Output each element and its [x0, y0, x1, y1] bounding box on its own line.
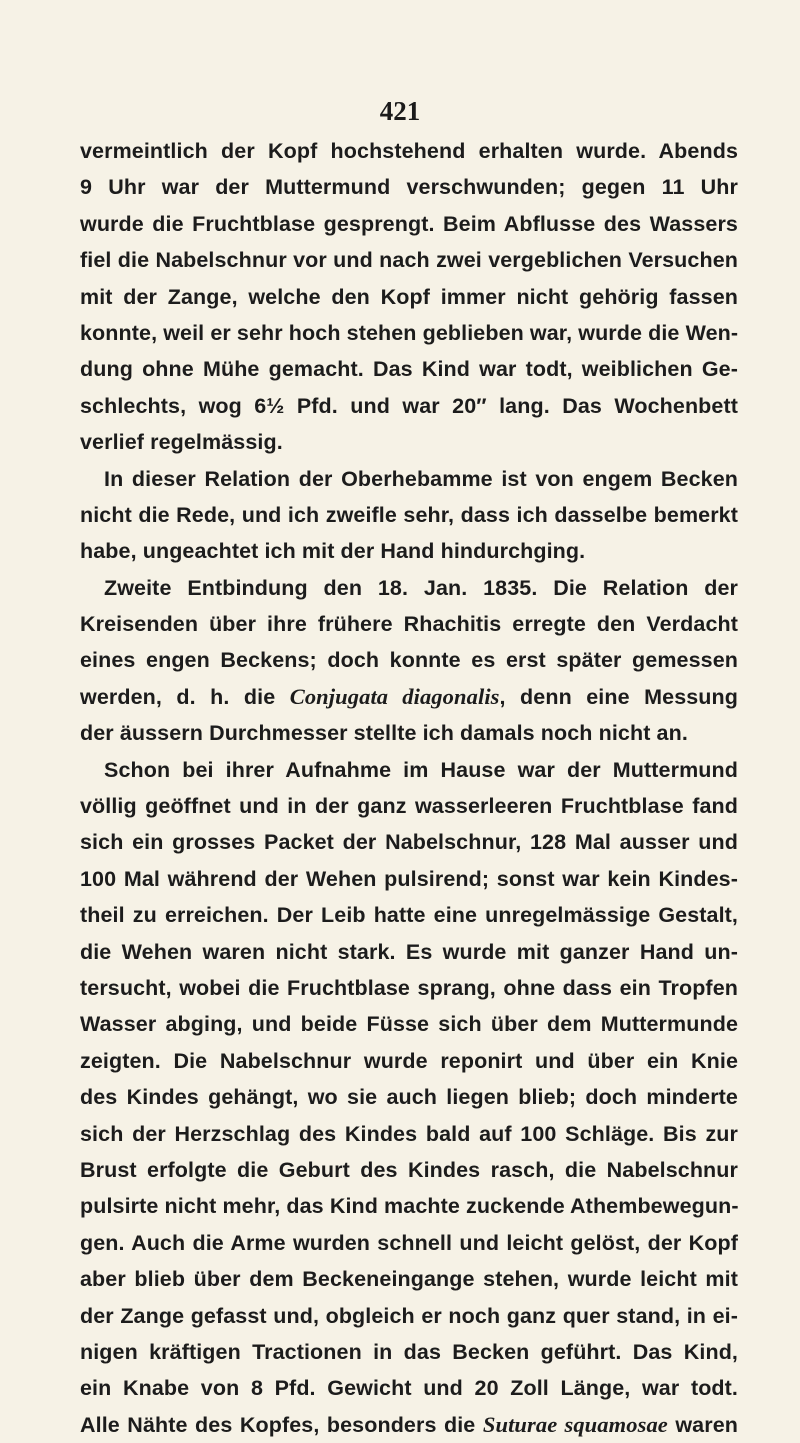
text-span: werden, d. h. die	[80, 684, 290, 709]
text-line: Kreisenden über ihre frühere Rhachitis erregte den Verdacht	[80, 612, 738, 637]
text-line: verlief regelmässig.	[80, 430, 283, 455]
text-line: sich der Herzschlag des Kindes bald auf 100 Schläge. Bis zur	[80, 1121, 738, 1146]
page-number: 421	[379, 96, 421, 126]
text-line: konnte, weil er sehr hoch stehen geblieben war, wurde die Wen-	[80, 320, 739, 345]
text-line: wurde die Fruchtblase gesprengt. Beim Abflusse des Wassers	[80, 211, 738, 236]
text-line: 100 Mal während der Wehen pulsirend; sonst war kein Kindes-	[80, 866, 738, 891]
text-line: 9 Uhr war der Muttermund verschwunden; gegen 11 Uhr	[80, 175, 738, 200]
text-line: der äussern Durchmesser stellte ich damals noch nicht an.	[80, 721, 688, 746]
text-line: ein Knabe von 8 Pfd. Gewicht und 20 Zoll Länge, war todt.	[80, 1376, 738, 1401]
text-line: Brust erfolgte die Geburt des Kindes rasch, die Nabelschnur	[80, 1157, 738, 1182]
text-line: eines engen Beckens; doch konnte es erst später gemessen	[80, 648, 738, 673]
text-line: pulsirte nicht mehr, das Kind machte zuckende Athembewegun-	[80, 1194, 739, 1219]
text-line: gen. Auch die Arme wurden schnell und leicht gelöst, der Kopf	[80, 1230, 738, 1255]
text-line: Schon bei ihrer Aufnahme im Hause war der Muttermund	[104, 757, 738, 782]
text-line: völlig geöffnet und in der ganz wasserleeren Fruchtblase fand	[80, 794, 738, 819]
text-line: Zweite Entbindung den 18. Jan. 1835. Die Relation der	[104, 575, 738, 600]
text-line: sich ein grosses Packet der Nabelschnur, 128 Mal ausser und	[80, 830, 738, 855]
italic-term: Suturae squamosae	[482, 1411, 668, 1437]
text-line: vermeintlich der Kopf hochstehend erhalten wurde. Abends	[80, 139, 738, 163]
text-span: Alle Nähte des Kopfes, besonders die	[80, 1412, 483, 1437]
text-line-with-italic	[80, 1407, 738, 1443]
text-line: mit der Zange, welche den Kopf immer nicht gehörig fassen	[80, 284, 738, 309]
text-line: Wasser abging, und beide Füsse sich über dem Muttermunde	[80, 1012, 738, 1037]
text-line-with-italic	[80, 679, 738, 715]
body-text	[80, 133, 738, 1443]
text-line: dung ohne Mühe gemacht. Das Kind war todt, weiblichen Ge-	[80, 357, 738, 382]
italic-term: Conjugata diagonalis	[289, 683, 500, 709]
text-line: theil zu erreichen. Der Leib hatte eine unregelmässige Gestalt,	[80, 903, 738, 928]
text-line: tersucht, wobei die Fruchtblase sprang, ohne dass ein Tropfen	[80, 975, 738, 1000]
text-line: In dieser Relation der Oberhebamme ist von engem Becken	[104, 466, 738, 491]
text-line: des Kindes gehängt, wo sie auch liegen blieb; doch minderte	[80, 1085, 738, 1110]
text-span: , denn eine Messung	[499, 684, 739, 709]
text-line: schlechts, wog 6½ Pfd. und war 20″ lang. Das Wochenbett	[80, 393, 738, 418]
text-line: zeigten. Die Nabelschnur wurde reponirt und über ein Knie	[80, 1048, 738, 1073]
text-span: waren	[667, 1412, 738, 1437]
text-line: aber blieb über dem Beckeneingange stehen, wurde leicht mit	[80, 1267, 738, 1292]
text-line: fiel die Nabelschnur vor und nach zwei vergeblichen Versuchen	[80, 248, 738, 273]
text-line: habe, ungeachtet ich mit der Hand hindurchging.	[80, 539, 586, 564]
text-line: nigen kräftigen Tractionen in das Becken geführt. Das Kind,	[80, 1339, 738, 1364]
text-line: die Wehen waren nicht stark. Es wurde mit ganzer Hand un-	[80, 939, 738, 964]
text-line: nicht die Rede, und ich zweifle sehr, dass ich dasselbe bemerkt	[80, 502, 738, 527]
text-line: der Zange gefasst und, obgleich er noch ganz quer stand, in ei-	[80, 1303, 738, 1328]
